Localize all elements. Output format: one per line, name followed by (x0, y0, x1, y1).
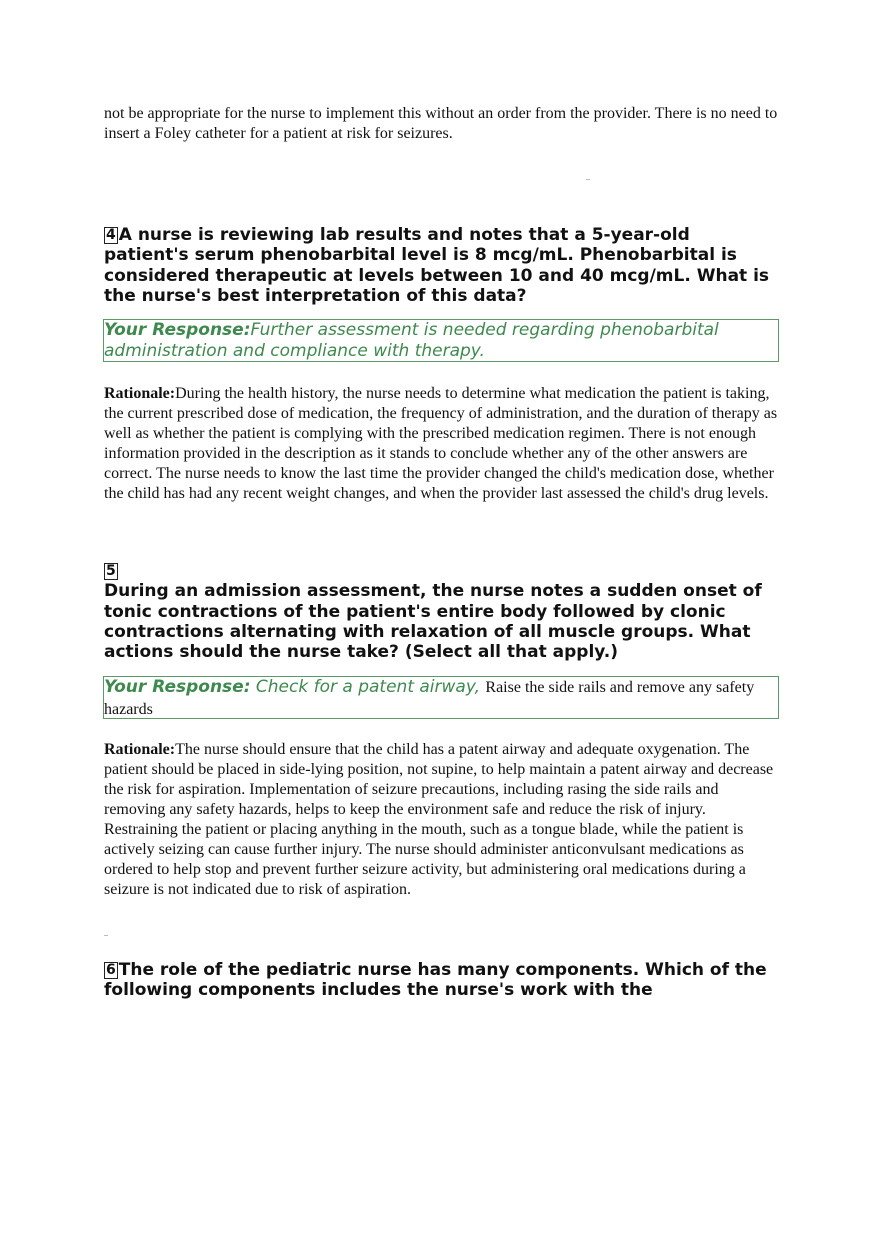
response-answer: Check for a patent airway, (255, 677, 480, 697)
rationale-label: Rationale: (104, 741, 176, 758)
question-5 (104, 561, 780, 662)
question-number: 4 (106, 227, 116, 243)
rationale-4 (104, 384, 780, 504)
rationale-5 (104, 740, 780, 900)
question-text: During an admission assessment, the nurse notes a sudden onset of tonic contractions of the patient's entire body followed by clonic contractions alternating with relaxation of all muscle groups. What actions should the nurse take? (Select all that apply.) (104, 581, 762, 663)
question-text: The role of the pediatric nurse has many components. Which of the following components includes the nurse's work with the (104, 960, 767, 1001)
rationale-label: Rationale: (104, 385, 176, 402)
response-label: Your Response: (104, 677, 251, 697)
question-4 (104, 225, 780, 306)
response-box-5 (103, 676, 779, 719)
response-answer: Further assessment is needed regarding phenobarbital administration and compliance with therapy. (104, 320, 719, 361)
scan-speck (586, 179, 590, 180)
question-number: 6 (106, 962, 116, 978)
question-number: 5 (106, 563, 116, 579)
question-6 (104, 960, 780, 1001)
scan-speck (104, 935, 108, 936)
response-label: Your Response: (104, 320, 251, 340)
question-text: A nurse is reviewing lab results and notes that a 5-year-old patient's serum phenobarbital level is 8 mcg/mL. Phenobarbital is considered therapeutic at levels between 10 and 40 mcg/mL. What is the nurse's best interpretation of this data? (104, 225, 770, 306)
response-extra: Raise the side rails and remove any safety hazards (104, 679, 755, 718)
rationale-text: The nurse should ensure that the child has a patent airway and adequate oxygenation. The patient should be placed in side-lying position, not supine, to help maintain a patent airway and decrease the risk for aspiration. Implementation of seizure precautions, including rasing the side rails and removing any safety hazards, helps to keep the environment safe and reduce the risk of injury. Restraining the patient or placing anything in the mouth, such as a tongue blade, while the patient is actively seizing can cause further injury. The nurse should administer anticonvulsant medications as ordered to help stop and prevent further seizure activity, but administering oral medications during a seizure is not indicated due to risk of aspiration. (104, 741, 774, 898)
intro-paragraph: not be appropriate for the nurse to implement this without an order from the provider. There is no need to insert a Foley catheter for a patient at risk for seizures. (104, 105, 778, 142)
response-box-4 (103, 319, 779, 362)
rationale-text: During the health history, the nurse needs to determine what medication the patient is taking, the current prescribed dose of medication, the frequency of administration, and the duration of therapy as well as whether the patient is complying with the prescribed medication regimen. There is not enough information provided in the description as it stands to conclude whether any of the other answers are correct. The nurse needs to know the last time the provider changed the child's medication dose, whether the child has had any recent weight changes, and when the provider last assessed the child's drug levels. (104, 385, 778, 502)
